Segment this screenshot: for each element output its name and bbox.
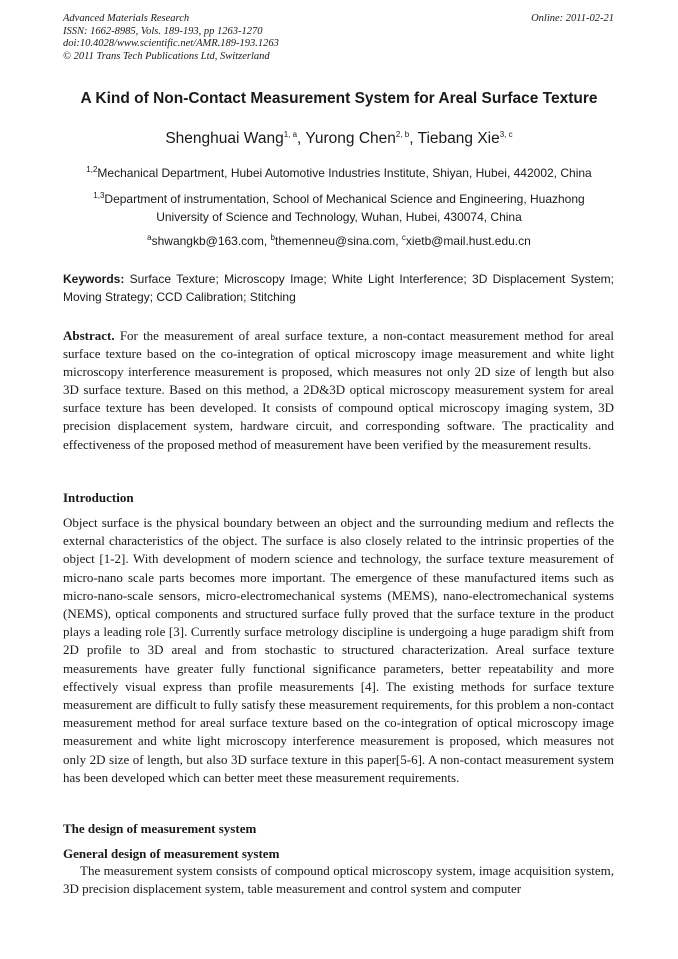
author-sup: 2, b <box>395 129 410 139</box>
email-address[interactable]: xietb@mail.hust.edu.cn <box>405 234 531 248</box>
journal-doi: doi:10.4028/www.scientific.net/AMR.189-193.1263 <box>63 38 279 49</box>
introduction-heading: Introduction <box>63 490 134 505</box>
journal-copyright: © 2011 Trans Tech Publications Ltd, Switzerland <box>63 50 270 62</box>
keywords-text: Surface Texture; Microscopy Image; White Light Interference; 3D Displacement System; Moving Strategy; CCD Calibration; Stitching <box>63 272 615 304</box>
author-name: Shenghuai Wang <box>165 130 284 147</box>
email-sup: a <box>147 233 152 242</box>
author-name: Tiebang Xie <box>417 130 500 147</box>
affiliation-sup: 1,3 <box>93 191 105 200</box>
introduction-paragraph: Object surface is the physical boundary between an object and the surrounding medium and reflects the external characteristics of the object. The surface is also closely related to the intrinsic properties of the object [1-2]. With development of modern science and technology, the surface texture measurement of micro-nano scale parts becomes more important. The emergence of these manufactured items such as micro-nano-scale sensors, micro-electromechanical systems (MEMS), nano-electromechanical systems (NEMS), optical components and structured surface fully proved that the surface texture in the product plays a leading role [3]. Currently surface metrology discipline is undergoing a huge paradigm shift from 2D profile to 3D areal and from stochastic to structured characterization. Areal surface texture measurements have greater fully functional significance parameters, better repeatability and more effectively visual express than profile measurements [4]. The existing methods for surface texture measurement are difficult to fully satisfy these measurement requirements, for this problem a non-contact measurement method for areal surface texture based on the co-integration of optical microscopy image measurement and white light microscopy interference measurement is proposed, which measures not only 2D size of length, but also 3D surface texture in this paper[5-6]. A non-contact measurement system has been developed which can better meet these measurement requirements. <box>63 515 614 785</box>
affiliation-text: Mechanical Department, Hubei Automotive Industries Institute, Shiyan, Hubei, 442002, China <box>97 166 592 180</box>
abstract-paragraph <box>63 327 614 454</box>
email-sup: c <box>401 233 406 242</box>
author-sup: 3, c <box>499 129 513 139</box>
design-paragraph: The measurement system consists of compound optical microscopy system, image acquisition system, 3D precision displacement system, table measurement and control system and computer <box>63 863 614 897</box>
email-line: $^a$shwangkb@163.com, $^b$themenneu@sina.com, $^c$xietb@mail.hust.edu.cn <box>147 233 531 248</box>
paper-title: A Kind of Non-Contact Measurement System for Areal Surface Texture <box>80 90 598 107</box>
design-heading: The design of measurement system <box>63 821 257 836</box>
abstract-text: For the measurement of areal surface texture, a non-contact measurement method for areal surface texture based on the co-integration of optical microscopy image measurement and white light microscopy interference measurement is proposed, which measures not only 2D size of length but also 3D surface texture. Based on this method, a 2D&3D optical microscopy measurement system for areal surface texture has been developed. It consists of compound optical microscopy imaging system, 3D precision displacement system, hardware circuit, and corresponding software. The practicality and effectiveness of the proposed method of measurement have been verified by the measurement results. <box>63 328 614 452</box>
journal-name: Advanced Materials Research <box>63 13 190 24</box>
journal-header <box>63 13 614 63</box>
author-sup: 1, a <box>283 129 298 139</box>
keywords-label: Keywords: <box>63 272 125 286</box>
keywords-paragraph <box>63 270 614 306</box>
email-sup: b <box>270 233 275 242</box>
journal-issn: ISSN: 1662-8985, Vols. 189-193, pp 1263-1270 <box>63 25 263 37</box>
online-date: Online: 2011-02-21 <box>531 13 614 24</box>
author-name: Yurong Chen <box>305 130 396 147</box>
affiliation-sup: 1,2 <box>86 165 98 174</box>
affiliation-2 <box>0 190 678 226</box>
author-line: Shenghuai Wang$^{1, a}$, Yurong Chen$^{2, b}$, Tiebang Xie$^{3, c}$ <box>165 129 513 147</box>
affiliation-text-line2: University of Science and Technology, Wuhan, Hubei, 430074, China <box>156 210 522 224</box>
abstract-label: Abstract. <box>63 328 115 343</box>
affiliation-1 <box>0 164 678 182</box>
general-design-subheading: General design of measurement system <box>63 846 280 861</box>
email-address[interactable]: themenneu@sina.com <box>274 234 396 248</box>
email-address[interactable]: shwangkb@163.com <box>151 234 264 248</box>
affiliation-text: Department of instrumentation, School of Mechanical Science and Engineering, Huazhong <box>104 192 585 206</box>
